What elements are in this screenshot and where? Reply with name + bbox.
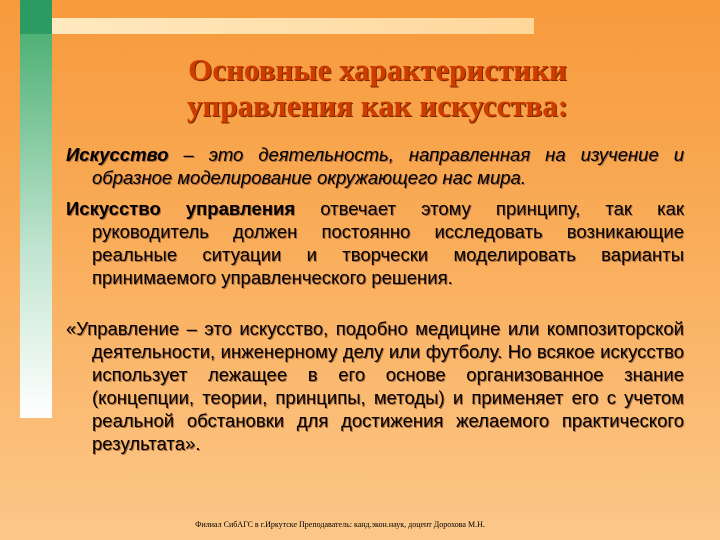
paragraph-management-art (66, 197, 684, 289)
management-art-text: отвечает этому принципу, так как руководитель должен постоянно исследовать возникающие реальные ситуации и творчески моделировать варианты принимаемого управленческого решения. (92, 198, 684, 288)
term-management-art: Искусство управления (66, 198, 296, 219)
slide-footer: Филиал СибАГС в г.Иркутске Преподаватель: канд.экон.наук, доцент Дорохова М.Н. (195, 520, 485, 529)
term-art: Искусство (66, 144, 169, 165)
art-definition-text: – это деятельность, направленная на изучение и образное моделирование окружающего нас мира. (92, 144, 684, 188)
decorative-green-bar-gradient (20, 34, 52, 418)
paragraph-art-definition (66, 143, 684, 189)
paragraph-management-quote: «Управление – это искусство, подобно медицине или композиторской деятельности, инженерному делу или футболу. Но всякое искусство использует лежащее в его основе организованное знание (концепции, теории, принципы, методы) и применяет его с учетом реальной обстановки для достижения желаемого практического результата». (66, 318, 684, 454)
slide-title (100, 52, 655, 124)
slide-title-line-2: управления как искусства: (186, 88, 569, 123)
slide-title-line-1: Основные характеристики (188, 52, 567, 87)
decorative-top-rule (52, 18, 534, 34)
decorative-green-bar-top (20, 0, 52, 34)
slide-body (66, 143, 684, 463)
